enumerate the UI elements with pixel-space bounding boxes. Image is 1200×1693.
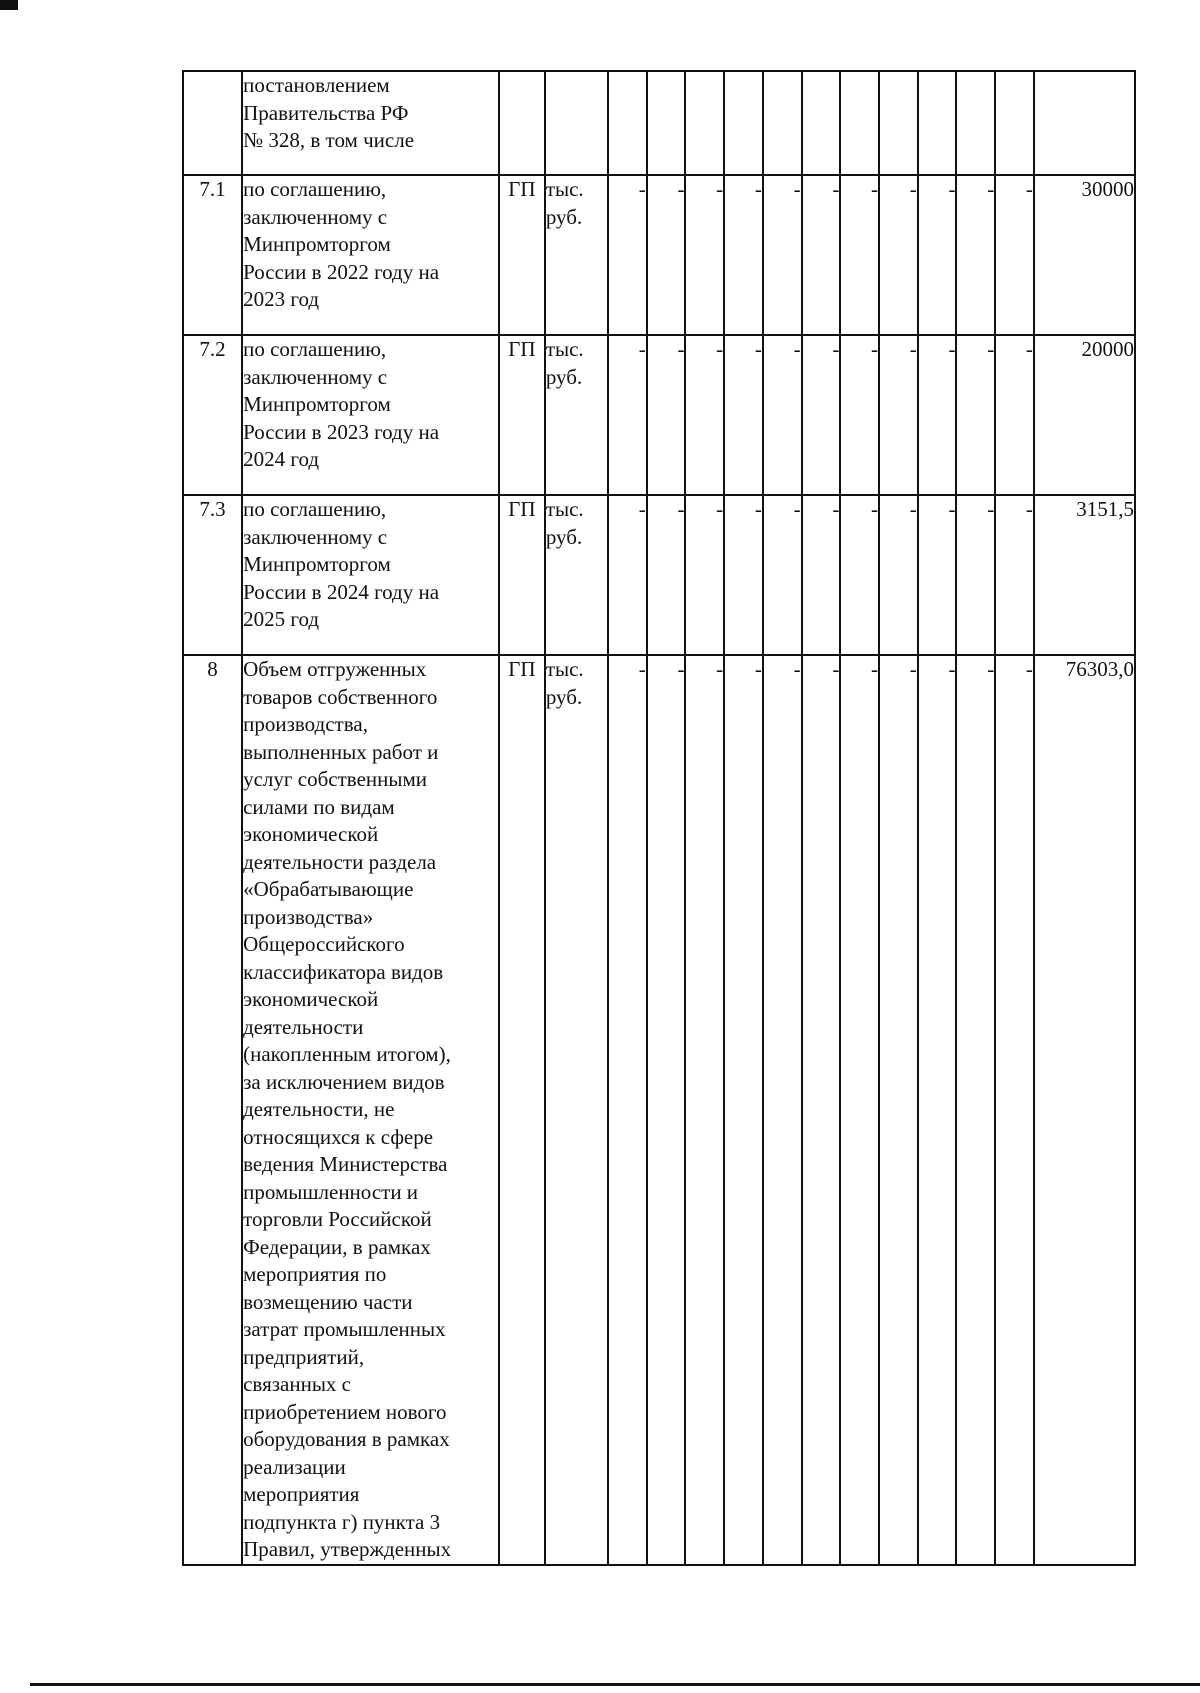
total-value-cell: 3151,5 (1034, 495, 1135, 655)
year-value-cell: - (956, 175, 995, 335)
unit-cell (545, 71, 608, 175)
year-value-cell: - (956, 335, 995, 495)
year-value-cell: - (995, 335, 1034, 495)
table-row (183, 655, 1135, 1565)
year-value-cell: - (763, 175, 802, 335)
year-value-cell: - (724, 495, 763, 655)
year-value-cell: - (995, 175, 1034, 335)
row-number-cell: 7.1 (183, 175, 242, 335)
year-value-cell: - (879, 335, 918, 495)
year-value-cell (956, 71, 995, 175)
indicator-name-cell (242, 175, 499, 335)
year-value-cell (802, 71, 841, 175)
year-value-cell: - (802, 495, 841, 655)
year-value-cell (840, 71, 879, 175)
year-value-cell: - (995, 655, 1034, 1565)
row-number-cell: 7.2 (183, 335, 242, 495)
year-value-cell: - (840, 335, 879, 495)
row-number-cell: 8 (183, 655, 242, 1565)
year-value-cell: - (724, 335, 763, 495)
year-value-cell: - (802, 655, 841, 1565)
indicator-name-text: по соглашению, заключенному с Минпромторгом России в 2022 году на 2023 год (243, 177, 440, 311)
table-row (183, 175, 1135, 335)
unit-cell: тыс. руб. (545, 655, 608, 1565)
indicator-name-text: Объем отгруженных товаров собственного производства, выполненных работ и услуг собственными силами по видам экономической деятельности раздела «Обрабатывающие производства» Общероссийского классификатора видов экономической деятельности (накопленным итогом), за исключением видов деятельности, не относящихся к сфере ведения Министерства промышленности и торговли Российской Федерации, в рамках мероприятия по возмещению части затрат промышленных предприятий, связанных с приобретением нового оборудования в рамках реализации мероприятия подпункта г) пункта 3 Правил, утвержденных (243, 657, 452, 1561)
year-value-cell (724, 71, 763, 175)
year-value-cell: - (840, 495, 879, 655)
indicator-name-cell (242, 495, 499, 655)
year-value-cell (918, 71, 957, 175)
indicator-name-cell (242, 655, 499, 1565)
unit-cell: тыс. руб. (545, 175, 608, 335)
total-value-cell: 30000 (1034, 175, 1135, 335)
year-value-cell: - (685, 495, 724, 655)
year-value-cell: - (608, 655, 647, 1565)
year-value-cell: - (608, 175, 647, 335)
year-value-cell: - (763, 655, 802, 1565)
year-value-cell: - (879, 175, 918, 335)
year-value-cell: - (763, 495, 802, 655)
total-value-cell: 76303,0 (1034, 655, 1135, 1565)
responsible-cell: ГП (499, 335, 545, 495)
row-number-cell: 7.3 (183, 495, 242, 655)
indicator-name-cell (242, 335, 499, 495)
row-number-cell (183, 71, 242, 175)
table-row-continuation (183, 71, 1135, 175)
year-value-cell: - (685, 175, 724, 335)
year-value-cell: - (840, 175, 879, 335)
table-row (183, 335, 1135, 495)
unit-cell: тыс. руб. (545, 495, 608, 655)
year-value-cell (608, 71, 647, 175)
year-value-cell: - (995, 495, 1034, 655)
indicators-table (182, 70, 1136, 1566)
indicator-name-text: постановлением Правительства РФ № 328, в том числе (243, 73, 415, 152)
year-value-cell: - (647, 655, 686, 1565)
year-value-cell: - (685, 335, 724, 495)
year-value-cell: - (608, 495, 647, 655)
year-value-cell: - (956, 495, 995, 655)
year-value-cell: - (724, 655, 763, 1565)
year-value-cell: - (879, 655, 918, 1565)
year-value-cell (879, 71, 918, 175)
indicator-name-cell (242, 71, 499, 175)
year-value-cell: - (763, 335, 802, 495)
year-value-cell: - (802, 335, 841, 495)
year-value-cell: - (956, 655, 995, 1565)
year-value-cell (995, 71, 1034, 175)
year-value-cell: - (685, 655, 724, 1565)
year-value-cell: - (918, 335, 957, 495)
indicator-name-text: по соглашению, заключенному с Минпромторгом России в 2024 году на 2025 год (243, 497, 440, 631)
bottom-rule (30, 1683, 1200, 1686)
unit-cell: тыс. руб. (545, 335, 608, 495)
year-value-cell: - (802, 175, 841, 335)
total-value-cell (1034, 71, 1135, 175)
year-value-cell: - (840, 655, 879, 1565)
table-row (183, 495, 1135, 655)
year-value-cell (763, 71, 802, 175)
indicator-name-text: по соглашению, заключенному с Минпромторгом России в 2023 году на 2024 год (243, 337, 440, 471)
year-value-cell: - (918, 495, 957, 655)
year-value-cell: - (647, 175, 686, 335)
total-value-cell: 20000 (1034, 335, 1135, 495)
scan-edge-mark (0, 0, 18, 10)
year-value-cell: - (918, 655, 957, 1565)
responsible-cell: ГП (499, 655, 545, 1565)
year-value-cell: - (608, 335, 647, 495)
year-value-cell: - (647, 335, 686, 495)
year-value-cell: - (879, 495, 918, 655)
responsible-cell: ГП (499, 175, 545, 335)
responsible-cell: ГП (499, 495, 545, 655)
responsible-cell (499, 71, 545, 175)
year-value-cell (685, 71, 724, 175)
year-value-cell (647, 71, 686, 175)
year-value-cell: - (647, 495, 686, 655)
year-value-cell: - (724, 175, 763, 335)
year-value-cell: - (918, 175, 957, 335)
